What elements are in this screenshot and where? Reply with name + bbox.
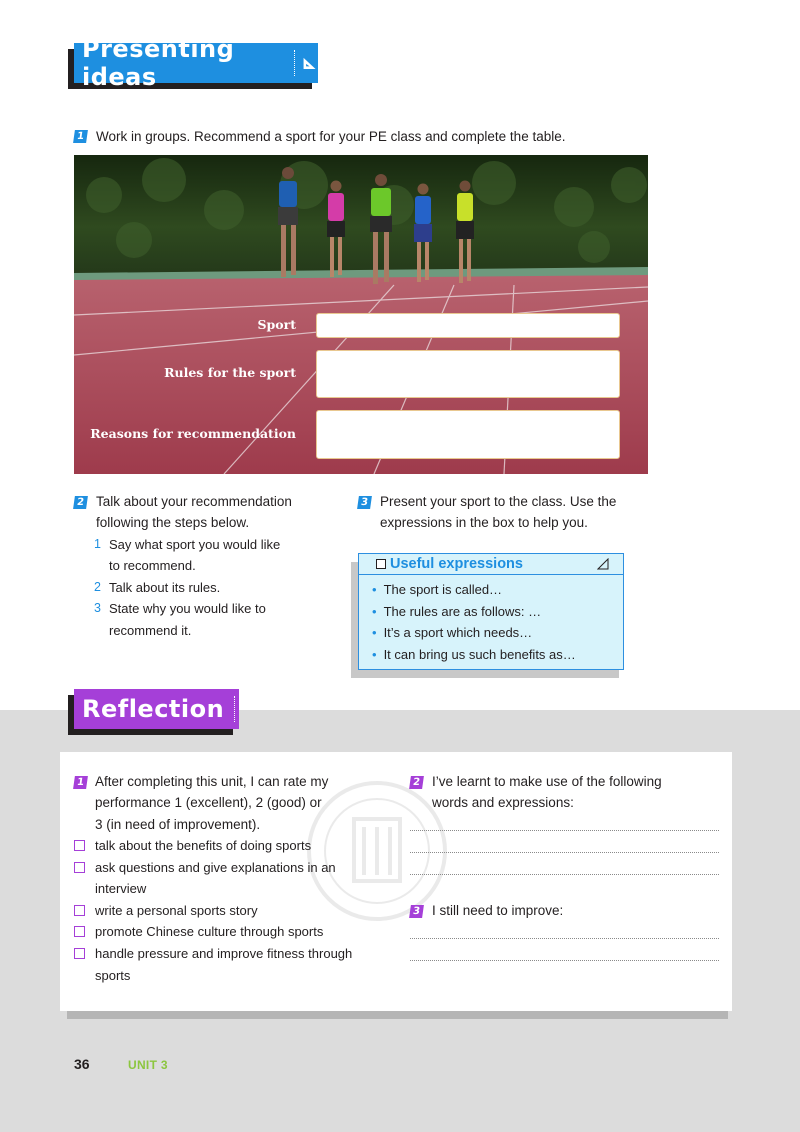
checklist-checkbox[interactable] [74, 948, 85, 959]
activity-1-number: 1 [73, 130, 88, 143]
activity-3-line: Present your sport to the class. Use the [380, 494, 617, 509]
step-text: Say what sport you would like [109, 537, 281, 552]
expression-item: • It’s a sport which needs… [372, 625, 533, 640]
step-text: to recommend. [109, 558, 196, 573]
activity-1-instruction: Work in groups. Recommend a sport for your PE class and complete the table. [96, 129, 566, 144]
activity-2-line: Talk about your recommendation [96, 494, 292, 509]
activity-2-number: 2 [73, 496, 88, 509]
useful-expressions-box [358, 553, 624, 670]
checklist-text: talk about the benefits of doing sports [95, 838, 312, 853]
rules-input[interactable] [316, 350, 620, 398]
unit-label: UNIT 3 [128, 1058, 168, 1072]
writing-line[interactable] [410, 938, 719, 939]
checklist-text: write a personal sports story [95, 903, 258, 918]
checklist-text: promote Chinese culture through sports [95, 924, 324, 939]
checklist-checkbox[interactable] [74, 905, 85, 916]
reflection-title: Reflection [82, 695, 225, 723]
reflection-1-line: performance 1 (excellent), 2 (good) or [95, 795, 322, 810]
triangle-corner-icon [597, 558, 609, 570]
checklist-text: sports [95, 968, 131, 983]
useful-expressions-title: Useful expressions [390, 556, 523, 572]
checklist-text: interview [95, 881, 147, 896]
reflection-1-number: 1 [73, 776, 88, 789]
writing-line[interactable] [410, 830, 719, 831]
activity-3-number: 3 [357, 496, 372, 509]
checklist-checkbox[interactable] [74, 926, 85, 937]
checklist-checkbox[interactable] [74, 840, 85, 851]
reflection-3-line: I still need to improve: [432, 903, 564, 918]
reflection-card [60, 752, 732, 1011]
publisher-seal-watermark [302, 771, 452, 941]
table-row-label: Sport [257, 317, 296, 332]
reflection-1-line: After completing this unit, I can rate my [95, 774, 329, 789]
activity-2-line: following the steps below. [96, 515, 250, 530]
writing-line[interactable] [410, 852, 719, 853]
presenting-ideas-title: Presenting ideas [82, 35, 235, 91]
checklist-text: ask questions and give explanations in an [95, 860, 336, 875]
ruler-triangle-icon [301, 53, 318, 73]
page-number: 36 [74, 1056, 90, 1072]
expression-item: • The rules are as follows: … [372, 603, 542, 619]
step-number: 1 [94, 537, 101, 551]
sport-input[interactable] [316, 313, 620, 338]
step-text: recommend it. [109, 623, 192, 638]
step-text: State why you would like to [109, 601, 266, 616]
expression-item: • It can bring us such benefits as… [372, 646, 576, 662]
reflection-3-number: 3 [409, 905, 424, 918]
writing-line[interactable] [410, 874, 719, 875]
reflection-1-line: 3 (in need of improvement). [95, 817, 261, 832]
reflection-2-number: 2 [409, 776, 424, 789]
reflection-header [74, 689, 239, 729]
presenting-ideas-header [74, 35, 318, 91]
table-row-label: Reasons for recommendation [90, 426, 296, 441]
sport-table-panel [74, 155, 648, 474]
reflection-2-line: I’ve learnt to make use of the following [432, 774, 662, 789]
expression-item: • The sport is called… [372, 582, 503, 597]
step-number: 3 [94, 601, 101, 615]
step-number: 2 [94, 580, 101, 594]
activity-3-line: expressions in the box to help you. [380, 515, 588, 530]
table-row-label: Rules for the sport [164, 365, 296, 380]
reasons-input[interactable] [316, 410, 620, 459]
step-text: Talk about its rules. [109, 580, 221, 595]
checklist-text: handle pressure and improve fitness through [95, 946, 353, 961]
checklist-checkbox[interactable] [74, 862, 85, 873]
writing-line[interactable] [410, 960, 719, 961]
checkbox-icon [376, 559, 386, 569]
reflection-2-line: words and expressions: [432, 795, 574, 810]
